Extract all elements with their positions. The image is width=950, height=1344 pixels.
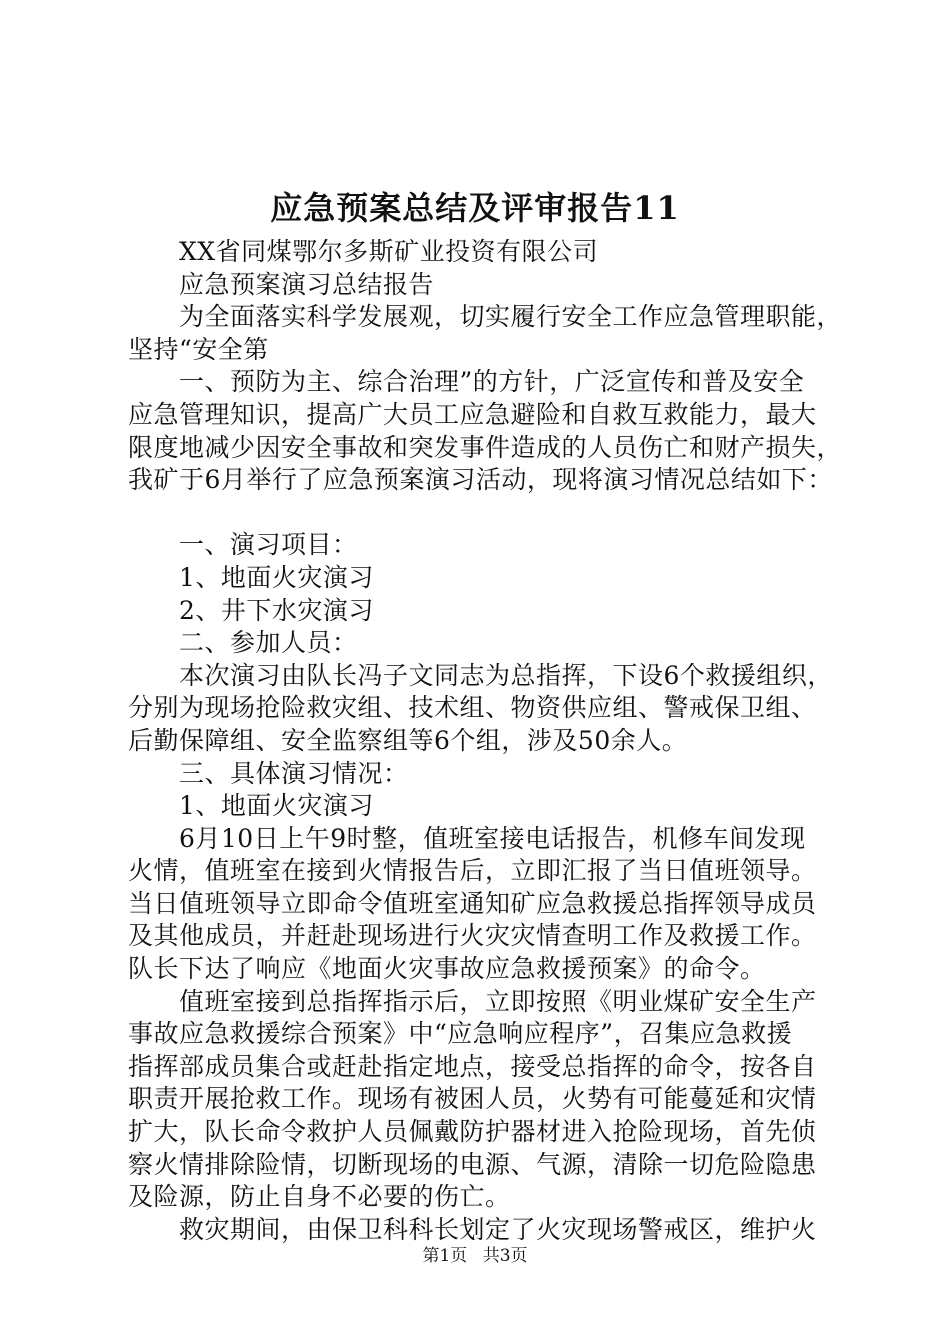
paragraph-line: 6月10日上午9时整，值班室接电话报告，机修车间发现 — [179, 823, 806, 853]
paragraph-line: 1、地面火灾演习 — [179, 791, 374, 821]
paragraph-line: 火情，值班室在接到火情报告后，立即汇报了当日值班领导。 — [128, 856, 817, 886]
paragraph-line: 察火情排除险情，切断现场的电源、气源，清除一切危险隐患 — [128, 1149, 817, 1179]
paragraph-line: 应急预案演习总结报告 — [179, 269, 435, 299]
paragraph-line: 坚持“安全第 — [128, 334, 269, 364]
paragraph-line: 扩大，队长命令救护人员佩戴防护器材进入抢险现场，首先侦 — [128, 1117, 817, 1147]
document-body — [128, 236, 843, 1246]
paragraph-line: 及其他成员，并赶赴现场进行火灾灾情查明工作及救援工作。 — [128, 921, 817, 951]
paragraph-line: 我矿于6月举行了应急预案演习活动，现将演习情况总结如下： — [128, 465, 833, 495]
page-footer — [0, 1244, 950, 1268]
page-total: 共3页 — [482, 1246, 528, 1266]
paragraph-line: 事故应急救援综合预案》中“应急响应程序”，召集应急救援 — [128, 1019, 793, 1049]
paragraph-line: 后勤保障组、安全监察组等6个组，涉及50余人。 — [128, 725, 688, 755]
paragraph-line: XX省同煤鄂尔多斯矿业投资有限公司 — [179, 237, 599, 266]
paragraph-line: 应急管理知识，提高广大员工应急避险和自救互救能力，最大 — [128, 399, 817, 429]
paragraph-line: 当日值班领导立即命令值班室通知矿应急救援总指挥领导成员 — [128, 888, 817, 918]
paragraph-line: 指挥部成员集合或赶赴指定地点，接受总指挥的命令，按各自 — [128, 1051, 817, 1081]
paragraph-line: 救灾期间，由保卫科科长划定了火灾现场警戒区，维护火 — [179, 1214, 817, 1244]
paragraph-line: 及险源，防止自身不必要的伤亡。 — [128, 1182, 511, 1212]
paragraph-line: 一、演习项目： — [179, 530, 358, 560]
paragraph-line: 分别为现场抢险救灾组、技术组、物资供应组、警戒保卫组、 — [128, 693, 817, 723]
paragraph-line: 为全面落实科学发展观，切实履行安全工作应急管理职能， — [179, 302, 843, 332]
paragraph-line: 值班室接到总指挥指示后，立即按照《明业煤矿安全生产 — [179, 986, 817, 1016]
paragraph-line: 本次演习由队长冯子文同志为总指挥，下设6个救援组织， — [179, 660, 833, 690]
paragraph-line: 三、具体演习情况： — [179, 758, 409, 788]
document-title: 应急预案总结及评审报告11 — [270, 189, 680, 227]
paragraph-line: 限度地减少因安全事故和突发事件造成的人员伤亡和财产损失， — [128, 432, 843, 462]
paragraph-line: 职责开展抢救工作。现场有被困人员，火势有可能蔓延和灾情 — [128, 1084, 817, 1114]
paragraph-line: 队长下达了响应《地面火灾事故应急救援预案》的命令。 — [128, 954, 766, 984]
paragraph-line: 2、井下水灾演习 — [179, 595, 374, 625]
paragraph-line: 一、预防为主、综合治理”的方针，广泛宣传和普及安全 — [179, 367, 805, 397]
page-number: 第1页 — [422, 1246, 468, 1266]
paragraph-line: 二、参加人员： — [179, 628, 358, 658]
paragraph-line: 1、地面火灾演习 — [179, 562, 374, 592]
blank-line — [128, 497, 828, 530]
